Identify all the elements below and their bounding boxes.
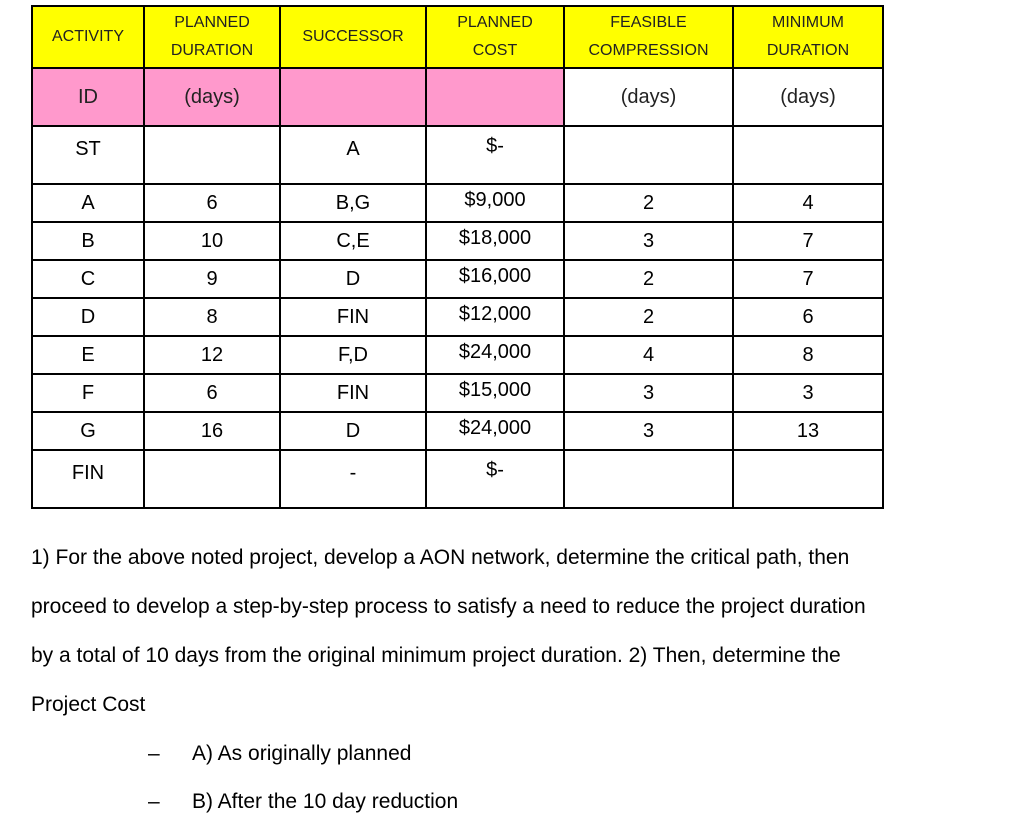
cell-id: A	[32, 184, 144, 222]
cell-id: D	[32, 298, 144, 336]
cell-duration	[144, 126, 280, 184]
cell-id: B	[32, 222, 144, 260]
header-planned-duration: PLANNED DURATION	[144, 6, 280, 68]
cell-id: C	[32, 260, 144, 298]
cell-cost: $15,000	[426, 374, 564, 412]
cell-minimum: 13	[733, 412, 883, 450]
header-feasible-compression: FEASIBLE COMPRESSION	[564, 6, 733, 68]
question-line: 1) For the above noted project, develop a AON network, determine the critical path, then	[31, 546, 850, 569]
cell-successor: D	[280, 260, 426, 298]
cell-duration: 8	[144, 298, 280, 336]
cell-successor: B,G	[280, 184, 426, 222]
cell-successor: -	[280, 450, 426, 508]
table-row	[32, 222, 883, 260]
unit-duration: (days)	[144, 68, 280, 126]
cell-cost: $16,000	[426, 260, 564, 298]
unit-minimum: (days)	[733, 68, 883, 126]
cell-compression: 2	[564, 260, 733, 298]
list-item: – B) After the 10 day reduction	[148, 778, 458, 826]
cell-id: F	[32, 374, 144, 412]
activity-table	[31, 5, 884, 509]
cell-minimum: 7	[733, 260, 883, 298]
cell-id: G	[32, 412, 144, 450]
table-row	[32, 450, 883, 508]
cell-compression: 2	[564, 184, 733, 222]
answer-list	[148, 730, 458, 826]
table-row	[32, 184, 883, 222]
header-minimum-duration: MINIMUM DURATION	[733, 6, 883, 68]
header-successor: SUCCESSOR	[280, 6, 426, 68]
cell-compression	[564, 126, 733, 184]
unit-cost	[426, 68, 564, 126]
cell-cost: $12,000	[426, 298, 564, 336]
cell-duration: 9	[144, 260, 280, 298]
question-line: Project Cost	[31, 693, 146, 716]
header-planned-cost: PLANNED COST	[426, 6, 564, 68]
question-line: by a total of 10 days from the original minimum project duration. 2) Then, determine the	[31, 644, 841, 667]
units-row	[32, 68, 883, 126]
cell-id: E	[32, 336, 144, 374]
dash-bullet: –	[148, 790, 160, 813]
table-row	[32, 412, 883, 450]
cell-successor: A	[280, 126, 426, 184]
cell-compression: 3	[564, 412, 733, 450]
cell-minimum: 8	[733, 336, 883, 374]
cell-minimum: 7	[733, 222, 883, 260]
cell-compression: 3	[564, 374, 733, 412]
table-row	[32, 260, 883, 298]
cell-compression: 3	[564, 222, 733, 260]
cell-cost: $9,000	[426, 184, 564, 222]
cell-cost: $24,000	[426, 412, 564, 450]
cell-minimum	[733, 450, 883, 508]
cell-minimum: 3	[733, 374, 883, 412]
cell-minimum: 6	[733, 298, 883, 336]
cell-duration	[144, 450, 280, 508]
cell-duration: 12	[144, 336, 280, 374]
unit-id: ID	[32, 68, 144, 126]
dash-bullet: –	[148, 742, 160, 765]
question-paragraph	[31, 533, 1011, 729]
cell-compression: 2	[564, 298, 733, 336]
cell-successor: FIN	[280, 298, 426, 336]
cell-successor: D	[280, 412, 426, 450]
cell-duration: 6	[144, 184, 280, 222]
cell-cost: $-	[426, 450, 564, 508]
cell-duration: 10	[144, 222, 280, 260]
list-item: – A) As originally planned	[148, 730, 458, 778]
cell-compression	[564, 450, 733, 508]
cell-duration: 16	[144, 412, 280, 450]
cell-successor: FIN	[280, 374, 426, 412]
table-row	[32, 298, 883, 336]
cell-id: FIN	[32, 450, 144, 508]
cell-cost: $-	[426, 126, 564, 184]
question-line: proceed to develop a step-by-step process to satisfy a need to reduce the project duration	[31, 595, 866, 618]
cell-minimum: 4	[733, 184, 883, 222]
cell-successor: F,D	[280, 336, 426, 374]
header-row	[32, 6, 883, 68]
table-row	[32, 336, 883, 374]
table-row	[32, 374, 883, 412]
cell-duration: 6	[144, 374, 280, 412]
unit-compression: (days)	[564, 68, 733, 126]
cell-minimum	[733, 126, 883, 184]
table-row	[32, 126, 883, 184]
cell-cost: $24,000	[426, 336, 564, 374]
unit-successor	[280, 68, 426, 126]
cell-cost: $18,000	[426, 222, 564, 260]
cell-id: ST	[32, 126, 144, 184]
cell-compression: 4	[564, 336, 733, 374]
cell-successor: C,E	[280, 222, 426, 260]
header-activity: ACTIVITY	[32, 6, 144, 68]
